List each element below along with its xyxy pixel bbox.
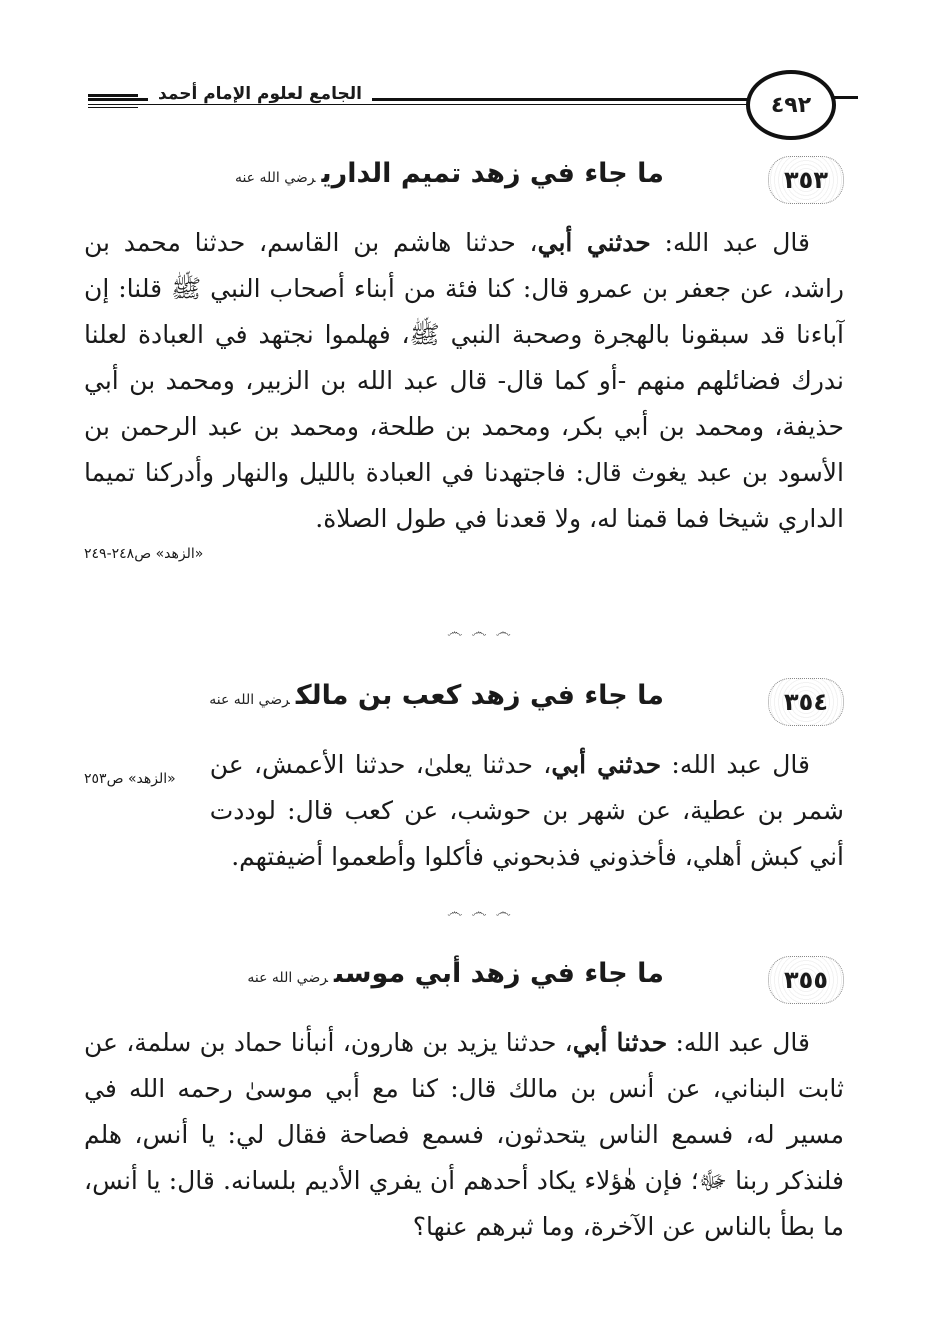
section-355 [84, 950, 844, 1250]
section-title [209, 680, 664, 711]
reference: «الزهد» ص٢٤٨-٢٤٩ [84, 546, 204, 562]
section-354 [84, 672, 844, 880]
body-text: ، حدثنا يعلىٰ، حدثنا الأعمش، عن شمر بن عطية، عن شهر بن حوشب، عن كعب قال: لوددت أني كبش أهلي، فأخذوني فذبحوني فأكلوا وأطعموا أضيفتهم. [209, 750, 844, 871]
body-text: ، حدثنا يزيد بن هارون، أنبأنا حماد بن سلمة، عن ثابت البناني، عن أنس بن مالك قال: كنا مع أبي موسىٰ رحمه الله في مسير له، فسمع الناس يتحدثون، فسمع فصاحة فقال لي: يا أنس، هلم فلنذكر ربنا ﷻ؛ فإن هٰؤلاء يكاد أحدهم أن يفري الأديم بلسانه. قال: يا أنس، ما بطأ بالناس عن الآخرة، وما ثبرهم عنها؟ [84, 1028, 844, 1241]
section-353 [84, 150, 844, 562]
section-heading [84, 950, 844, 1010]
lead-text: قال عبد الله: [650, 228, 810, 257]
lead-bold: حدثنا أبي [572, 1028, 668, 1057]
header-rule-left [88, 94, 138, 108]
paragraph [84, 220, 844, 542]
section-title-text: ما جاء في زهد تميم الداري [321, 158, 664, 189]
section-heading [84, 672, 844, 732]
section-title-text: ما جاء في زهد كعب بن مالك [295, 680, 664, 711]
paragraph [84, 742, 844, 880]
header-rule-right [832, 96, 858, 99]
page-number: ٤٩٢ [746, 70, 836, 140]
lead-text: قال عبد الله: [661, 750, 810, 779]
ornament-divider: ෴ ෴ ෴ [447, 902, 513, 921]
honorific-glyph: رضي الله عنه [209, 692, 290, 708]
header-rule-thin [88, 104, 748, 105]
paragraph [84, 1020, 844, 1250]
section-title [235, 158, 664, 189]
reference: «الزهد» ص٢٥٣ [84, 771, 176, 787]
honorific-glyph: رضي الله عنه [234, 170, 316, 186]
section-number-badge: ٣٥٥ [768, 956, 844, 1004]
section-title [247, 958, 664, 989]
section-body [84, 742, 844, 880]
honorific-glyph: رضي الله عنه [247, 970, 328, 986]
section-number-badge: ٣٥٤ [768, 678, 844, 726]
section-body [84, 1020, 844, 1250]
lead-text: قال عبد الله: [667, 1028, 810, 1057]
section-body [84, 220, 844, 542]
section-number-badge: ٣٥٣ [768, 156, 844, 204]
body-text: ، حدثنا هاشم بن القاسم، حدثنا محمد بن راشد، عن جعفر بن عمرو قال: كنا فئة من أبناء أصحاب النبي ﷺ قلنا: إن آباءنا قد سبقونا بالهجرة وصحبة النبي ﷺ، فهلموا نجتهد في العبادة لعلنا ندرك فضائلهم منهم -أو كما قال- قال عبد الله بن الزبير، ومحمد بن أبي حذيفة، ومحمد بن أبي بكر، ومحمد بن طلحة، ومحمد بن عبد الرحمن بن الأسود بن عبد يغوث قال: فاجتهدنا في العبادة بالليل والنهار وأدركنا تميما الداري شيخا فما قمنا له، ولا قعدنا في طول الصلاة. [84, 228, 844, 533]
book-title: الجامع لعلوم الإمام أحمد [148, 84, 372, 104]
section-heading [84, 150, 844, 210]
ornament-divider: ෴ ෴ ෴ [447, 622, 513, 641]
section-title-text: ما جاء في زهد أبي موسى [333, 958, 664, 989]
running-header [88, 70, 858, 142]
lead-bold: حدثني أبي [537, 228, 651, 257]
lead-bold: حدثني أبي [551, 750, 662, 779]
